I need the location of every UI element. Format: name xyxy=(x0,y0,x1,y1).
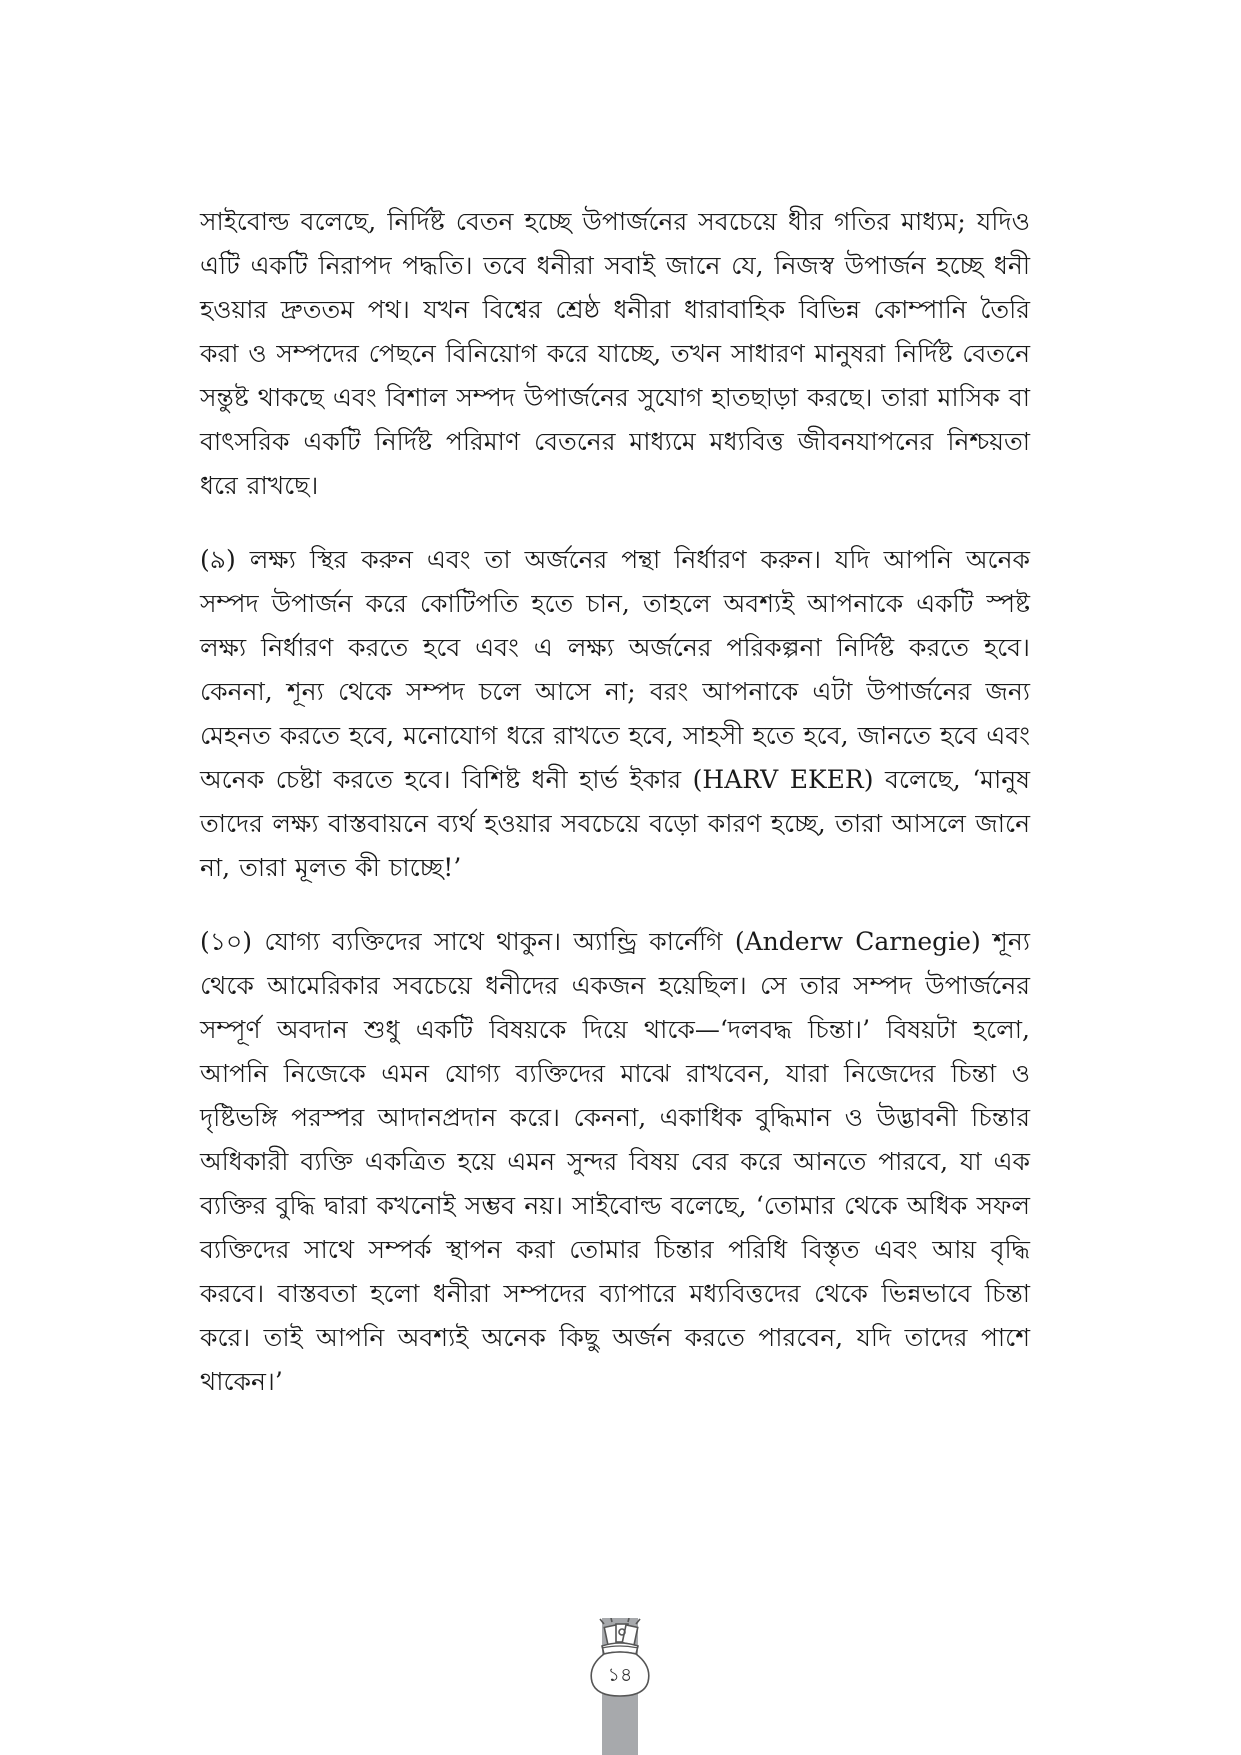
paragraph-qualified-people: (১০) যোগ্য ব্যক্তিদের সাথে থাকুন। অ্যান্ড্রি কার্নেগি (Anderw Carnegie) শূন্য থেকে আমেরিকার সবচেয়ে ধনীদের একজন হয়েছিল। সে তার সম্পদ উপার্জনের সম্পূর্ণ অবদান শুধু একটি বিষয়কে দিয়ে থাকে—‘দলবদ্ধ চিন্তা।’ বিষয়টা হলো, আপনি নিজেকে এমন যোগ্য ব্যক্তিদের মাঝে রাখবেন, যারা নিজেদের চিন্তা ও দৃষ্টিভঙ্গি পরস্পর আদানপ্রদান করে। কেননা, একাধিক বুদ্ধিমান ও উদ্ভাবনী চিন্তার অধিকারী ব্যক্তি একত্রিত হয়ে এমন সুন্দর বিষয় বের করে আনতে পারবে, যা এক ব্যক্তির বুদ্ধি দ্বারা কখনোই সম্ভব নয়। সাইবোল্ড বলেছে, ‘তোমার থেকে অধিক সফল ব্যক্তিদের সাথে সম্পর্ক স্থাপন করা তোমার চিন্তার পরিধি বিস্তৃত এবং আয় বৃদ্ধি করবে। বাস্তবতা হলো ধনীরা সম্পদের ব্যাপারে মধ্যবিত্তদের থেকে ভিন্নভাবে চিন্তা করে। তাই আপনি অবশ্যই অনেক কিছু অর্জন করতে পারবেন, যদি তাদের পাশে থাকেন।’ xyxy=(200,927,1030,1396)
paragraph-goal-setting: (৯) লক্ষ্য স্থির করুন এবং তা অর্জনের পন্থা নির্ধারণ করুন। যদি আপনি অনেক সম্পদ উপার্জন করে কোটিপতি হতে চান, তাহলে অবশ্যই আপনাকে একটি স্পষ্ট লক্ষ্য নির্ধারণ করতে হবে এবং এ লক্ষ্য অর্জনের পরিকল্পনা নির্দিষ্ট করতে হবে। কেননা, শূন্য থেকে সম্পদ চলে আসে না; বরং আপনাকে এটা উপার্জনের জন্য মেহনত করতে হবে, মনোযোগ ধরে রাখতে হবে, সাহসী হতে হবে, জানতে হবে এবং অনেক চেষ্টা করতে হবে। বিশিষ্ট ধনী হার্ভ ইকার (HARV EKER) বলেছে, ‘মানুষ তাদের লক্ষ্য বাস্তবায়নে ব্যর্থ হওয়ার সবচেয়ে বড়ো কারণ হচ্ছে, তারা আসলে জানে না, তারা মূলত কী চাচ্ছে!’ xyxy=(200,545,1030,882)
paragraph-salary: সাইবোল্ড বলেছে, নির্দিষ্ট বেতন হচ্ছে উপার্জনের সবচেয়ে ধীর গতির মাধ্যম; যদিও এটি একটি নিরাপদ পদ্ধতি। তবে ধনীরা সবাই জানে যে, নিজস্ব উপার্জন হচ্ছে ধনী হওয়ার দ্রুততম পথ। যখন বিশ্বের শ্রেষ্ঠ ধনীরা ধারাবাহিক বিভিন্ন কোম্পানি তৈরি করা ও সম্পদের পেছনে বিনিয়োগ করে যাচ্ছে, তখন সাধারণ মানুষরা নির্দিষ্ট বেতনে সন্তুষ্ট থাকছে এবং বিশাল সম্পদ উপার্জনের সুযোগ হাতছাড়া করছে। তারা মাসিক বা বাৎসরিক একটি নির্দিষ্ট পরিমাণ বেতনের মাধ্যমে মধ্যবিত্ত জীবনযাপনের নিশ্চয়তা ধরে রাখছে। xyxy=(200,207,1030,500)
page-number: ১৪ xyxy=(607,1664,633,1686)
money-bag-icon xyxy=(580,1618,660,1698)
body-text xyxy=(200,200,1030,1404)
page-footer xyxy=(580,1618,660,1755)
